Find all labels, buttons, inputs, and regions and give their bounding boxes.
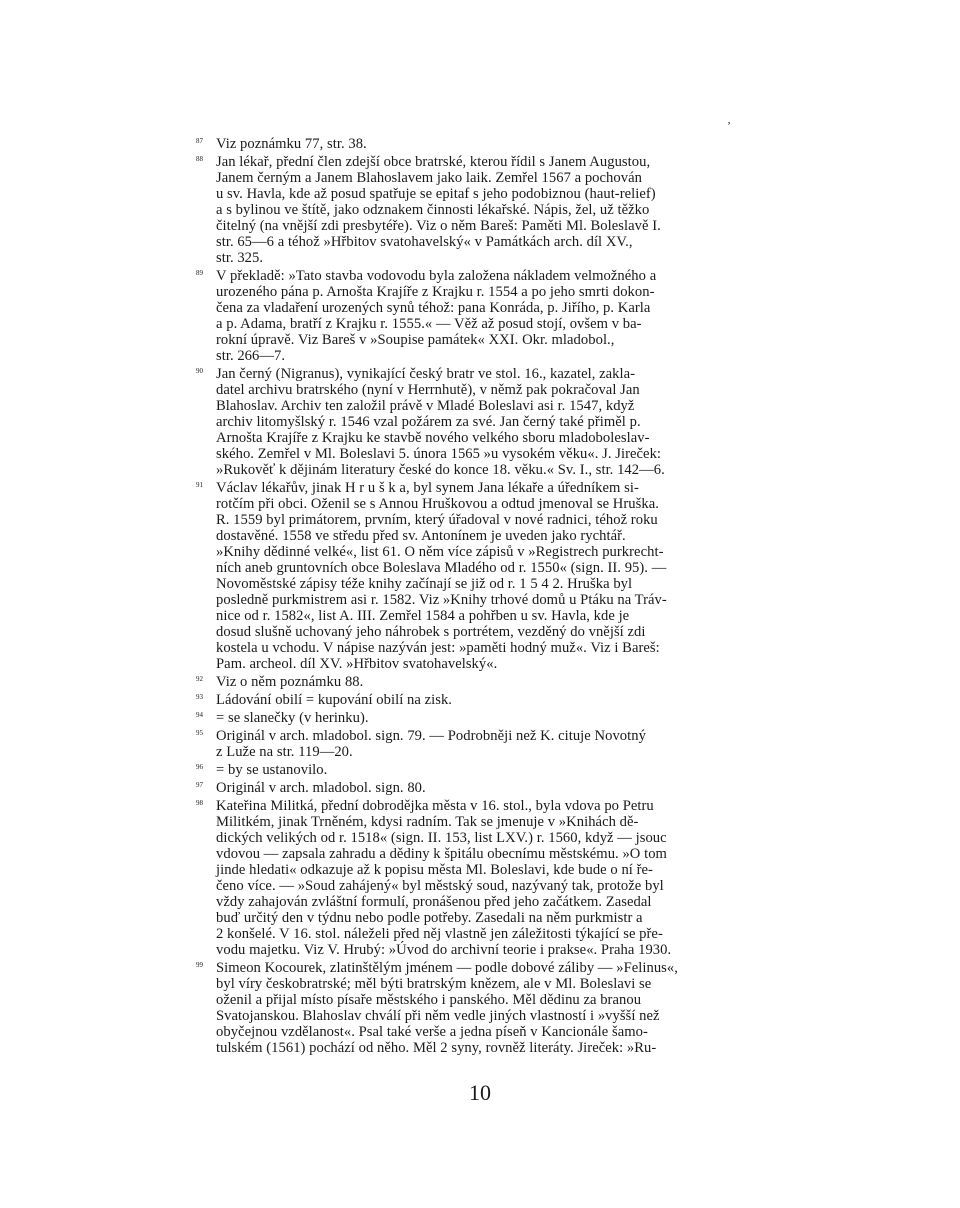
footnote-number: 89 xyxy=(196,269,203,277)
footnote-line: str. 325. xyxy=(216,250,264,266)
footnote-line: Blahoslav. Archiv ten založil právě v Mladé Boleslavi asi r. 1547, když xyxy=(216,398,635,414)
footnote-number: 94 xyxy=(196,711,203,719)
footnote-line: a s bylinou ve štítě, jako odznakem činnosti lékařské. Nápis, žel, už těžko xyxy=(216,202,650,218)
footnote xyxy=(196,780,782,796)
footnote-line: = se slanečky (v herinku). xyxy=(216,710,369,726)
footnote-line: u sv. Havla, kde až posud spatřuje se epitaf s jeho podobiznou (haut-relief) xyxy=(216,186,656,202)
footnote-line: urozeného pána p. Arnošta Krajíře z Krajku r. 1554 a po jeho smrti dokon- xyxy=(216,284,655,300)
footnote-line: Viz o něm poznámku 88. xyxy=(216,674,364,690)
footnote-line: nice od r. 1582«, list A. III. Zemřel 1584 a pohřben u sv. Havla, kde je xyxy=(216,608,630,624)
footnote-line: ních aneb gruntovních obce Boleslava Mladého od r. 1550« (sign. II. 95). — xyxy=(216,560,667,576)
footnote xyxy=(196,268,782,364)
footnote-line: Jan černý (Nigranus), vynikající český bratr ve stol. 16., kazatel, zakla- xyxy=(216,366,636,382)
footnote-line: obyčejnou vzdělanost«. Psal také verše a jedna píseň v Kancionále šamo- xyxy=(216,1024,648,1040)
page-number: 10 xyxy=(469,1080,491,1105)
footnote xyxy=(196,692,782,708)
footnote-line: 2 konšelé. V 16. stol. náleželi před něj vlastně jen záležitosti týkající se pře- xyxy=(216,926,663,942)
footnote-number: 87 xyxy=(196,137,203,145)
footnote-line: Simeon Kocourek, zlatinštělým jménem — podle dobové záliby — »Felinus«, xyxy=(216,960,678,976)
footnote-line: čitelný (na vnější zdi presbytéře). Viz o něm Bareš: Paměti Ml. Boleslavě I. xyxy=(216,218,661,234)
footnote-line: jinde hledati« odkazuje až k popisu města Ml. Boleslavi, kde bude o ní ře- xyxy=(216,862,653,878)
footnote-line: Novoměstské zápisy téže knihy začínají se již od r. 1 5 4 2. Hruška byl xyxy=(216,576,633,592)
footnote-line: V překladě: »Tato stavba vodovodu byla založena nákladem velmožného a xyxy=(216,268,657,284)
footnote-line: dosud slušně uchovaný jeho náhrobek s portrétem, vezděný do vnější zdi xyxy=(216,624,646,640)
footnote-number: 92 xyxy=(196,675,203,683)
footnote xyxy=(196,154,782,266)
footnote-line: »Knihy dědinné velké«, list 61. O něm více zápisů v »Registrech purkrecht- xyxy=(216,544,664,560)
footnote-line: oženil a přijal místo písaře městského i panského. Měl dědinu za branou xyxy=(216,992,642,1008)
footnote-number: 90 xyxy=(196,367,203,375)
footnote-line: Svatojanskou. Blahoslav chválí při něm vedle jiných vlastností i »vyšší než xyxy=(216,1008,660,1024)
footnote-line: ského. Zemřel v Ml. Boleslavi 5. února 1565 »u vysokém věku«. J. Jireček: xyxy=(216,446,662,462)
footnote-line: rokní úpravě. Viz Bareš v »Soupise památek« XXI. Okr. mladobol., xyxy=(216,332,615,348)
footnote xyxy=(196,960,782,1056)
footnote xyxy=(196,136,782,152)
footnote-line: vodu majetku. Viz V. Hrubý: »Úvod do archivní teorie i prakse«. Praha 1930. xyxy=(216,942,672,958)
footnote-line: dostavěné. 1558 ve středu před sv. Antonínem je uveden jako rychtář. xyxy=(216,528,626,544)
footnote-line: Pam. archeol. díl XV. »Hřbitov svatohavelský«. xyxy=(216,656,498,672)
footnote-line: Militkém, jinak Trněném, kdysi radním. Tak se jmenuje v »Knihách dě- xyxy=(216,814,639,830)
footnote xyxy=(196,710,782,726)
footnote-line: = by se ustanovilo. xyxy=(216,762,328,778)
footnote-number: 91 xyxy=(196,481,203,489)
footnote xyxy=(196,480,782,672)
footnote xyxy=(196,674,782,690)
footnote-line: rotčím při obci. Oženil se s Annou Hruškovou a odtud jmenoval se Hruška. xyxy=(216,496,659,512)
footnote-number: 97 xyxy=(196,781,203,789)
footnote-number: 96 xyxy=(196,763,203,771)
footnote-line: čeno více. — »Soud zahájený« byl městský soud, nazývaný tak, protože byl xyxy=(216,878,664,894)
footnote-line: dických velikých od r. 1518« (sign. II. 153, list LXV.) r. 1560, když — jsouc xyxy=(216,830,667,846)
footnote-line: str. 65—6 a téhož »Hřbitov svatohavelský« v Památkách arch. díl XV., xyxy=(216,234,633,250)
footnote-line: »Rukověť k dějinám literatury české do konce 18. věku.« Sv. I., str. 142—6. xyxy=(216,462,665,478)
footnote-line: Arnošta Krajíře z Krajku ke stavbě nového velkého sboru mladoboleslav- xyxy=(216,430,650,446)
footnote-line: str. 266—7. xyxy=(216,348,286,364)
footnote-line: buď určitý den v týdnu nebo podle potřeby. Zasedali na něm purkmistr a xyxy=(216,910,643,926)
footnote-line: Václav lékařův, jinak H r u š k a, byl synem Jana lékaře a úředníkem si- xyxy=(216,480,639,496)
footnote-line: z Luže na str. 119—20. xyxy=(216,744,353,760)
footnote-number: 95 xyxy=(196,729,203,737)
footnote-line: R. 1559 byl primátorem, prvním, který úřadoval v nové radnici, téhož roku xyxy=(216,512,658,528)
footnote-line: vždy zahajován zvláštní formulí, pronášenou před jeho začátkem. Zasedal xyxy=(216,894,652,910)
footnote-line: a p. Adama, bratří z Krajku r. 1555.« — Věž až posud stojí, ovšem v ba- xyxy=(216,316,642,332)
stray-mark: ‚ xyxy=(727,112,731,126)
footnote-line: tulském (1561) pochází od něho. Měl 2 syny, rovněž literáty. Jireček: »Ru- xyxy=(216,1040,657,1056)
footnote xyxy=(196,798,782,958)
footnote-line: datel archivu bratrského (nyní v Herrnhutě), v němž pak pokračoval Jan xyxy=(216,382,640,398)
footnote-number: 93 xyxy=(196,693,203,701)
footnote xyxy=(196,728,782,760)
footnotes xyxy=(196,136,782,1058)
footnote-line: kostela u vchodu. V nápise nazýván jest: »paměti hodný muž«. Viz i Bareš: xyxy=(216,640,660,656)
footnote xyxy=(196,762,782,778)
footnote-number: 88 xyxy=(196,155,203,163)
footnote-number: 98 xyxy=(196,799,203,807)
footnote-line: posledně purkmistrem asi r. 1582. Viz »Knihy trhové domů u Ptáku na Tráv- xyxy=(216,592,667,608)
footnote-line: Kateřina Militká, přední dobrodějka města v 16. stol., byla vdova po Petru xyxy=(216,798,654,814)
footnote-line: Jan lékař, přední člen zdejší obce bratrské, kterou řídil s Janem Augustou, xyxy=(216,154,651,170)
footnote-number: 99 xyxy=(196,961,203,969)
footnote-line: čena za vladaření urozených synů téhož: pana Konráda, p. Jiřího, p. Karla xyxy=(216,300,651,316)
footnote-line: Originál v arch. mladobol. sign. 79. — Podrobněji než K. cituje Novotný xyxy=(216,728,646,744)
footnote-line: Janem černým a Janem Blahoslavem jako laik. Zemřel 1567 a pochován xyxy=(216,170,642,186)
footnote-line: Viz poznámku 77, str. 38. xyxy=(216,136,367,152)
footnote-line: byl víry českobratrské; měl býti bratrským knězem, ale v Ml. Boleslavi se xyxy=(216,976,652,992)
footnote-line: vdovou — zapsala zahradu a dědiny k špitálu obecnímu městskému. »O tom xyxy=(216,846,667,862)
footnote xyxy=(196,366,782,478)
footnote-line: Ládování obilí = kupování obilí na zisk. xyxy=(216,692,452,708)
footnote-line: Originál v arch. mladobol. sign. 80. xyxy=(216,780,426,796)
footnote-line: archiv litomyšlský r. 1546 vzal požárem za své. Jan černý také přiměl p. xyxy=(216,414,641,430)
